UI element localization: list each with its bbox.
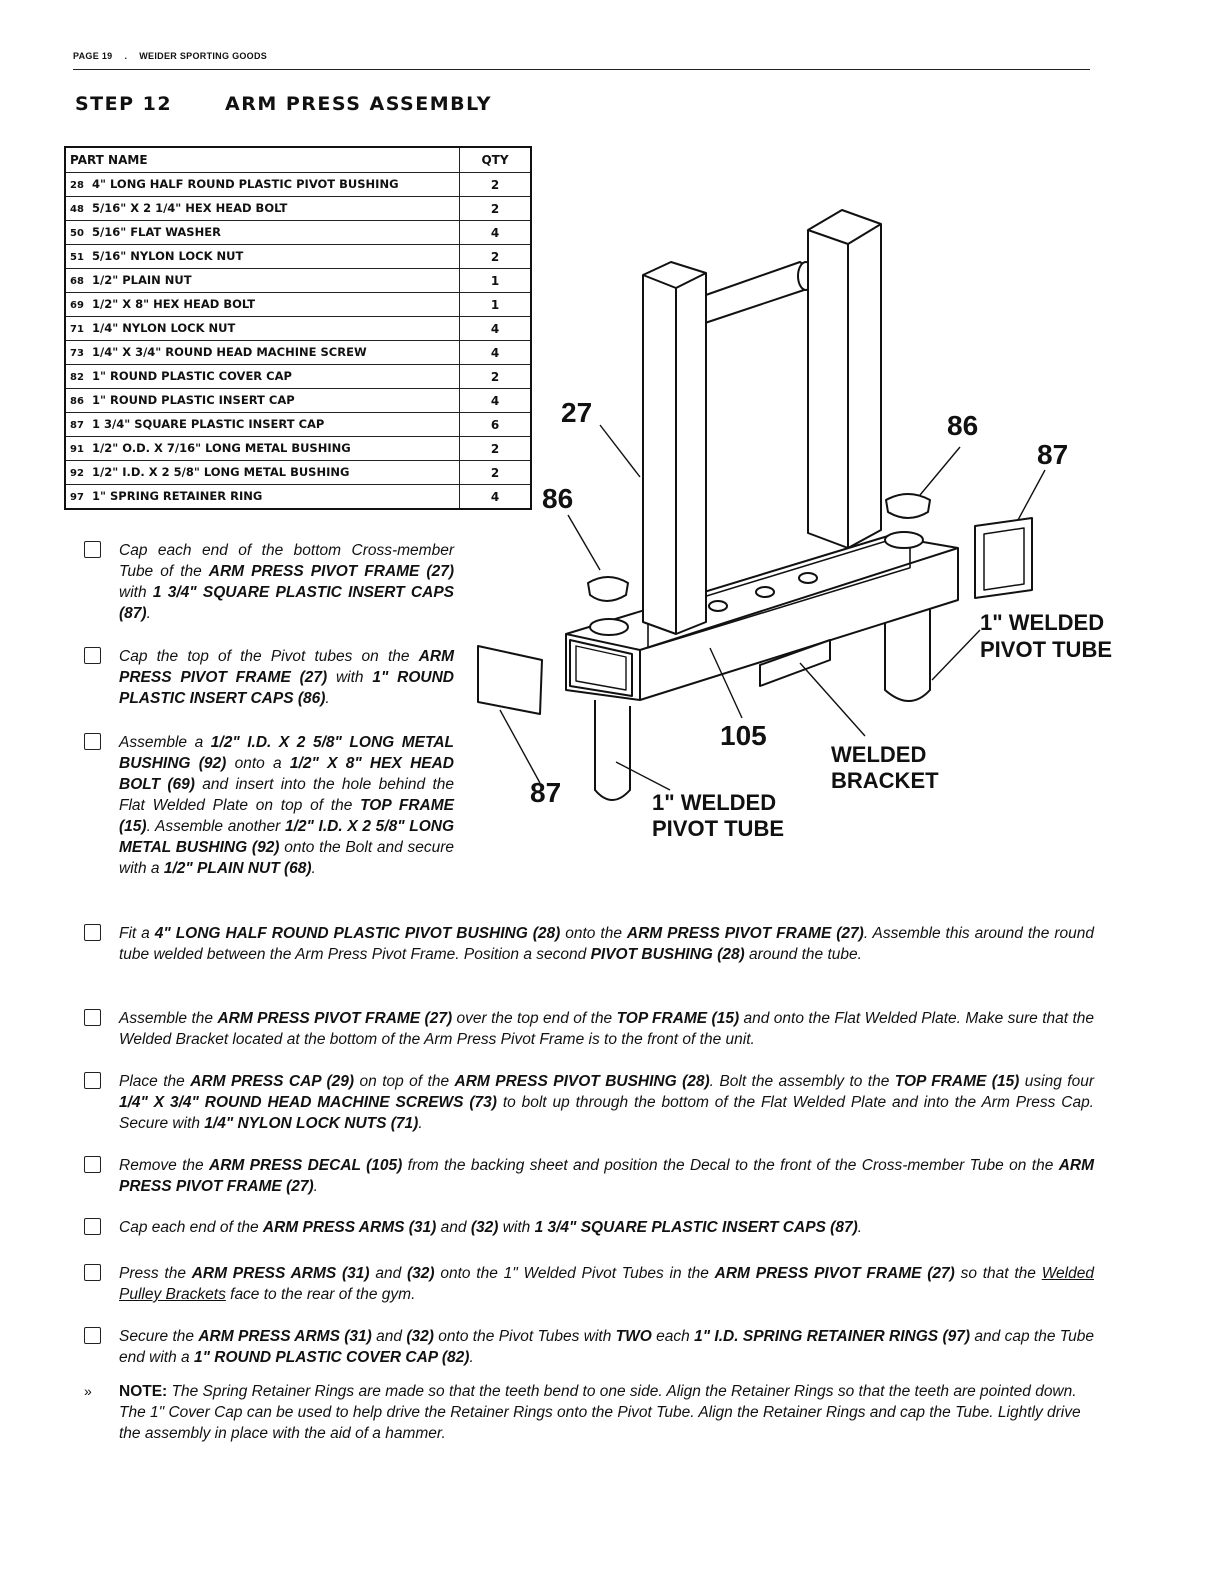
instruction-step xyxy=(84,923,1094,965)
leader-86-left xyxy=(568,515,600,570)
leader-pivot-right xyxy=(932,630,980,680)
part-number: 97 xyxy=(70,492,84,503)
part-qty: 2 xyxy=(460,461,532,485)
label-86-left: 86 xyxy=(542,483,574,514)
leader-87-left xyxy=(500,710,540,783)
instruction-step xyxy=(84,1155,1094,1197)
leader-bracket xyxy=(800,663,865,736)
checkbox-icon[interactable] xyxy=(84,1264,101,1281)
instruction-step xyxy=(84,1326,1094,1368)
label-86-right: 86 xyxy=(947,410,979,441)
part-name: 5/16" FLAT WASHER xyxy=(92,225,221,239)
step-title xyxy=(75,93,492,115)
left-pivot-tube xyxy=(595,700,630,800)
right-upright-tube xyxy=(808,210,881,548)
instruction-step xyxy=(84,540,454,624)
arm-press-diagram xyxy=(460,195,1140,855)
note-marker: » xyxy=(84,1383,92,1399)
note-text: NOTE: The Spring Retainer Rings are made so that the teeth bend to one side. Align the Retainer Rings so that the teeth are pointed down. The 1" Cover Cap can be used to help drive the Retainer Rings onto the Pivot Tube. Align the Retainer Rings and cap the Tube. Lightly drive the assembly in place with the aid of a hammer. xyxy=(119,1383,1081,1442)
instruction-step xyxy=(84,1263,1094,1305)
checkbox-icon[interactable] xyxy=(84,647,101,664)
page-number: PAGE 19 xyxy=(73,51,113,61)
connecting-round-tube xyxy=(703,262,807,323)
leader-87-right xyxy=(1018,470,1045,520)
label-pivot-right-2: PIVOT TUBE xyxy=(980,637,1113,662)
instruction-text: Fit a 4" LONG HALF ROUND PLASTIC PIVOT BUSHING (28) onto the ARM PRESS PIVOT FRAME (27). Assemble this around the round tube welded between the Arm Press Pivot Frame. Position a second PIVOT BUSHING (28) around the tube. xyxy=(119,925,1095,963)
part-name: 1/2" PLAIN NUT xyxy=(92,273,192,287)
label-27: 27 xyxy=(561,397,593,428)
part-name: 1 3/4" SQUARE PLASTIC INSERT CAP xyxy=(92,417,325,431)
col-part-name: PART NAME xyxy=(65,147,460,173)
instruction-text: Remove the ARM PRESS DECAL (105) from the backing sheet and position the Decal to the front of the Cross-member Tube on the ARM PRESS PIVOT FRAME (27). xyxy=(119,1157,1094,1195)
hole xyxy=(799,573,817,583)
step-heading: ARM PRESS ASSEMBLY xyxy=(225,93,493,115)
checkbox-icon[interactable] xyxy=(84,733,101,750)
checkbox-icon[interactable] xyxy=(84,1327,101,1344)
table-row xyxy=(65,173,531,197)
header-separator: . xyxy=(124,51,128,61)
checkbox-icon[interactable] xyxy=(84,1009,101,1026)
instruction-text: Press the ARM PRESS ARMS (31) and (32) onto the 1" Welded Pivot Tubes in the ARM PRESS PIVOT FRAME (27) so that the Welded Pulley Brackets face to the rear of the gym. xyxy=(119,1265,1094,1303)
instruction-step xyxy=(84,732,454,879)
part-number: 82 xyxy=(70,372,84,383)
part-name: 1" SPRING RETAINER RING xyxy=(92,489,263,503)
checkbox-icon[interactable] xyxy=(84,1218,101,1235)
part-number: 73 xyxy=(70,348,84,359)
part-number: 69 xyxy=(70,300,84,311)
label-pivot-right-1: 1" WELDED xyxy=(980,610,1105,635)
part-qty: 2 xyxy=(460,197,532,221)
part-number: 91 xyxy=(70,444,84,455)
step-label: STEP 12 xyxy=(75,93,173,115)
part-number: 71 xyxy=(70,324,84,335)
part-qty: 4 xyxy=(460,485,532,510)
part-name: 1/4" X 3/4" ROUND HEAD MACHINE SCREW xyxy=(92,345,367,359)
label-bracket-2: BRACKET xyxy=(831,768,939,793)
instruction-text: Assemble the ARM PRESS PIVOT FRAME (27) over the top end of the TOP FRAME (15) and onto the Flat Welded Plate. Make sure that the Welded Bracket located at the bottom of the Arm Press Pivot Frame is to the front of the unit. xyxy=(119,1010,1095,1048)
part-name: 1" ROUND PLASTIC COVER CAP xyxy=(92,369,292,383)
square-insert-cap-87-left xyxy=(478,646,542,714)
part-qty: 4 xyxy=(460,221,532,245)
checkbox-icon[interactable] xyxy=(84,1156,101,1173)
instruction-text: Place the ARM PRESS CAP (29) on top of the ARM PRESS PIVOT BUSHING (28). Bolt the assembly to the TOP FRAME (15) using four 1/4" X 3/4" ROUND HEAD MACHINE SCREWS (73) to bolt up through the bottom of the Flat Welded Plate and into the Arm Press Cap. Secure with 1/4" NYLON LOCK NUTS (71). xyxy=(119,1073,1094,1132)
instruction-text: Cap the top of the Pivot tubes on the ARM PRESS PIVOT FRAME (27) with 1" ROUND PLASTIC INSERT CAPS (86). xyxy=(119,648,454,707)
label-87-left: 87 xyxy=(530,777,562,808)
leader-86-right xyxy=(920,447,960,495)
instruction-step xyxy=(84,1008,1094,1050)
part-qty: 4 xyxy=(460,389,532,413)
part-number: 87 xyxy=(70,420,84,431)
col-qty: QTY xyxy=(460,147,532,173)
instruction-text: Cap each end of the ARM PRESS ARMS (31) and (32) with 1 3/4" SQUARE PLASTIC INSERT CAPS (87). xyxy=(119,1219,863,1236)
part-number: 48 xyxy=(70,204,84,215)
part-name: 1" ROUND PLASTIC INSERT CAP xyxy=(92,393,295,407)
part-qty: 4 xyxy=(460,317,532,341)
round-cap xyxy=(885,532,923,548)
round-insert-cap-86-left xyxy=(588,577,628,601)
checkbox-icon[interactable] xyxy=(84,541,101,558)
part-qty: 6 xyxy=(460,413,532,437)
label-bracket-1: WELDED xyxy=(831,742,927,767)
part-qty: 2 xyxy=(460,365,532,389)
company-name: WEIDER SPORTING GOODS xyxy=(139,51,268,61)
checkbox-icon[interactable] xyxy=(84,924,101,941)
part-name: 1/2" O.D. X 7/16" LONG METAL BUSHING xyxy=(92,441,351,455)
label-105: 105 xyxy=(720,720,767,751)
part-name: 1/4" NYLON LOCK NUT xyxy=(92,321,236,335)
part-qty: 1 xyxy=(460,269,532,293)
part-number: 68 xyxy=(70,276,84,287)
round-cap xyxy=(590,619,628,635)
hole xyxy=(709,601,727,611)
instruction-text: Secure the ARM PRESS ARMS (31) and (32) onto the Pivot Tubes with TWO each 1" I.D. SPRING RETAINER RINGS (97) and cap the Tube end with a 1" ROUND PLASTIC COVER CAP (82). xyxy=(119,1328,1094,1366)
part-number: 86 xyxy=(70,396,84,407)
instruction-step xyxy=(84,1217,1094,1238)
part-number: 50 xyxy=(70,228,84,239)
part-qty: 1 xyxy=(460,293,532,317)
note xyxy=(84,1381,1094,1444)
label-pivot-bottom-2: PIVOT TUBE xyxy=(652,816,785,841)
part-name: 1/2" I.D. X 2 5/8" LONG METAL BUSHING xyxy=(92,465,350,479)
part-name: 5/16" X 2 1/4" HEX HEAD BOLT xyxy=(92,201,288,215)
part-name: 5/16" NYLON LOCK NUT xyxy=(92,249,244,263)
part-qty: 2 xyxy=(460,437,532,461)
instruction-step xyxy=(84,1071,1094,1134)
part-number: 51 xyxy=(70,252,84,263)
part-qty: 2 xyxy=(460,173,532,197)
checkbox-icon[interactable] xyxy=(84,1072,101,1089)
label-87-right: 87 xyxy=(1037,439,1069,470)
part-number: 28 xyxy=(70,180,84,191)
left-upright-tube xyxy=(643,262,706,634)
header-rule xyxy=(73,69,1090,70)
part-name: 1/2" X 8" HEX HEAD BOLT xyxy=(92,297,256,311)
part-qty: 2 xyxy=(460,245,532,269)
hole xyxy=(756,587,774,597)
page-header xyxy=(73,51,267,61)
part-name: 4" LONG HALF ROUND PLASTIC PIVOT BUSHING xyxy=(92,177,399,191)
part-number: 92 xyxy=(70,468,84,479)
parts-table-header xyxy=(65,147,531,173)
label-pivot-bottom-1: 1" WELDED xyxy=(652,790,777,815)
instruction-step xyxy=(84,646,454,709)
part-qty: 4 xyxy=(460,341,532,365)
round-insert-cap-86-right xyxy=(886,494,930,518)
leader-27 xyxy=(600,425,640,477)
instruction-text: Cap each end of the bottom Cross-member Tube of the ARM PRESS PIVOT FRAME (27) with 1 3/4" SQUARE PLASTIC INSERT CAPS (87). xyxy=(119,542,455,622)
instruction-text: Assemble a 1/2" I.D. X 2 5/8" LONG METAL BUSHING (92) onto a 1/2" X 8" HEX HEAD BOLT (69) and insert into the hole behind the Flat Welded Plate on top of the TOP FRAME (15). Assemble another 1/2" I.D. X 2 5/8" LONG METAL BUSHING (92) onto the Bolt and secure with a 1/2" PLAIN NUT (68). xyxy=(119,734,454,877)
